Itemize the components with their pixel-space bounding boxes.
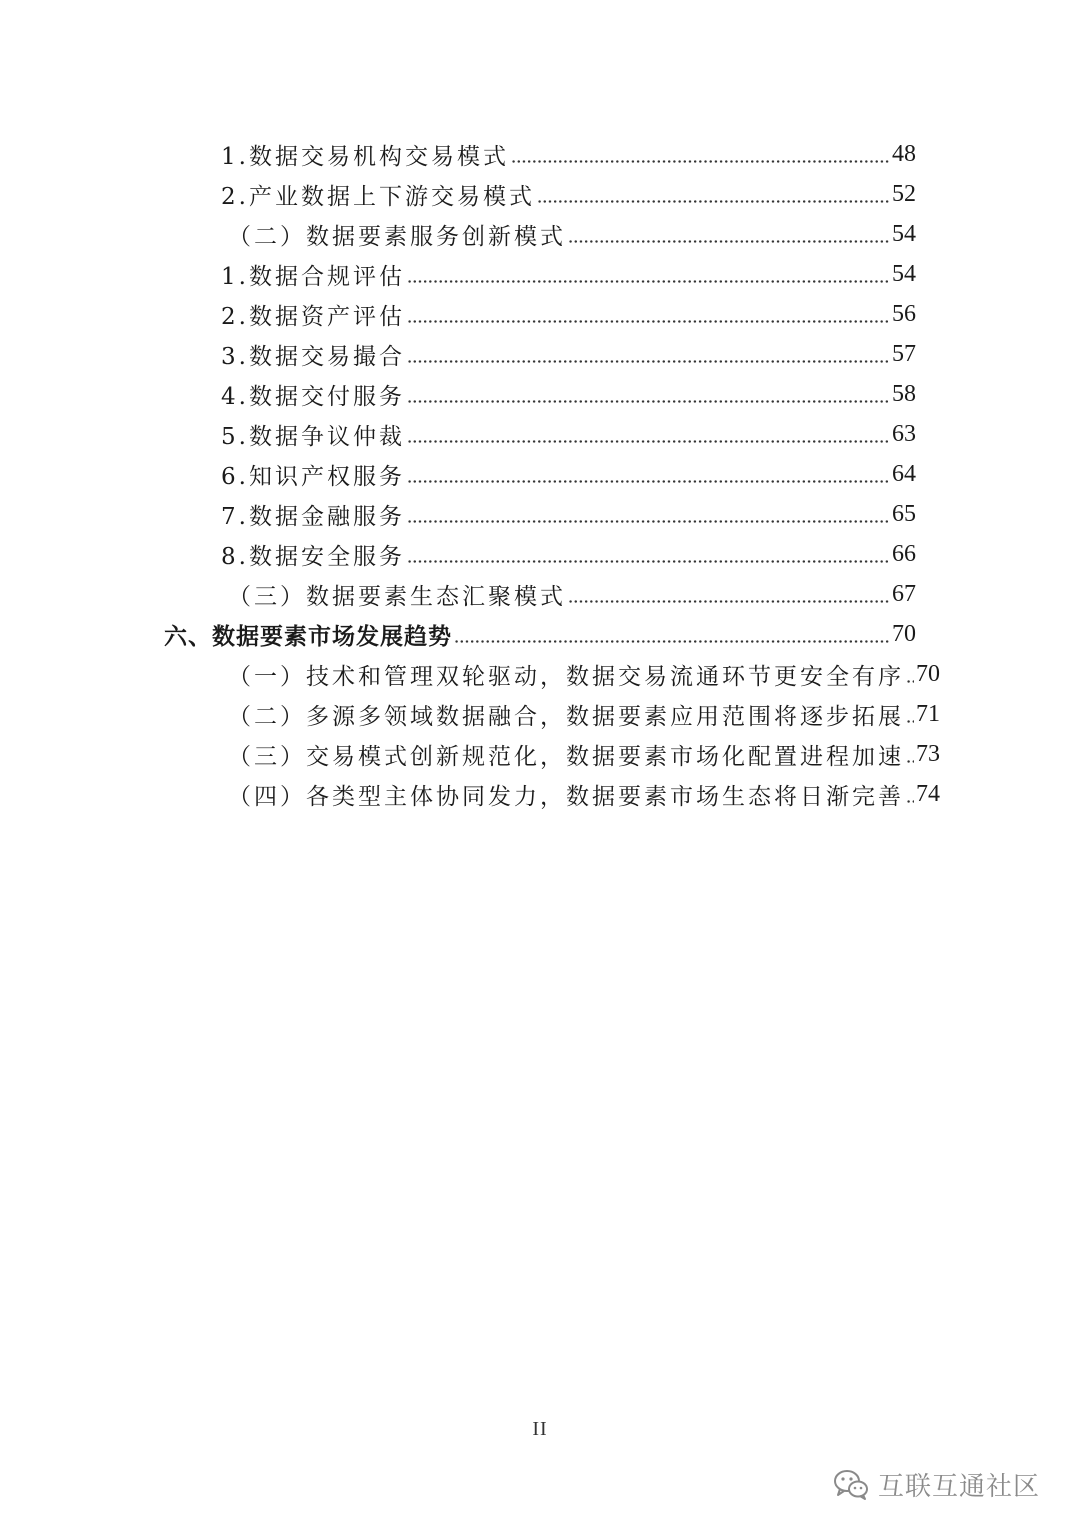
toc-entry-title: （二）多源多领域数据融合，数据要素应用范围将逐步拓展 — [228, 703, 904, 730]
toc-entry-title: （三）交易模式创新规范化，数据要素市场化配置进程加速 — [228, 743, 904, 770]
toc-entry[interactable] — [0, 454, 1080, 494]
toc-entry[interactable] — [0, 534, 1080, 574]
toc-entry-page: 74 — [916, 780, 940, 807]
toc-entry[interactable] — [0, 294, 1080, 334]
toc-entry-page: 71 — [916, 700, 940, 727]
toc-entry[interactable] — [0, 414, 1080, 454]
toc-entry[interactable] — [0, 254, 1080, 294]
toc-entry[interactable] — [0, 774, 1080, 814]
toc-entry-title: 1.数据交易机构交易模式 — [221, 143, 509, 170]
toc-entry[interactable] — [0, 734, 1080, 774]
dot-leader — [906, 760, 914, 763]
toc-entry-page: 65 — [892, 500, 916, 527]
toc-entry-page: 54 — [892, 220, 916, 247]
toc-entry-page: 67 — [892, 580, 916, 607]
toc-entry-title: 7.数据金融服务 — [221, 503, 405, 530]
toc-entry-title: 4.数据交付服务 — [221, 383, 405, 410]
dot-leader — [568, 240, 890, 243]
toc-entry[interactable] — [0, 494, 1080, 534]
toc-entry-title: （一）技术和管理双轮驱动，数据交易流通环节更安全有序 — [228, 663, 904, 690]
toc-entry-page: 57 — [892, 340, 916, 367]
dot-leader — [454, 640, 890, 643]
toc-entry-title: 5.数据争议仲裁 — [221, 423, 405, 450]
dot-leader — [407, 440, 890, 443]
toc-entry[interactable] — [0, 214, 1080, 254]
toc-entry-title: （三）数据要素生态汇聚模式 — [228, 583, 566, 610]
wechat-icon — [832, 1468, 870, 1502]
watermark-text: 互联互通社区 — [877, 1472, 1040, 1502]
toc-entry-page: 73 — [916, 740, 940, 767]
dot-leader — [407, 480, 890, 483]
toc-entry[interactable] — [0, 654, 1080, 694]
dot-leader — [407, 560, 890, 563]
toc-entry[interactable] — [0, 374, 1080, 414]
dot-leader — [568, 600, 890, 603]
toc-entry[interactable] — [0, 134, 1080, 174]
toc-entry-page: 54 — [892, 260, 916, 287]
toc-entry-title: 六、数据要素市场发展趋势 — [164, 623, 452, 650]
table-of-contents — [0, 134, 1080, 814]
toc-entry-title: 2.数据资产评估 — [221, 303, 405, 330]
toc-entry-page: 48 — [892, 140, 916, 167]
dot-leader — [906, 800, 914, 803]
toc-entry-page: 63 — [892, 420, 916, 447]
toc-entry-page: 64 — [892, 460, 916, 487]
toc-entry[interactable] — [0, 614, 1080, 654]
toc-entry[interactable] — [0, 174, 1080, 214]
dot-leader — [537, 200, 890, 203]
watermark — [832, 1466, 1040, 1503]
toc-entry-title: （四）各类型主体协同发力，数据要素市场生态将日渐完善 — [228, 783, 904, 810]
toc-entry-title: 3.数据交易撮合 — [221, 343, 405, 370]
toc-entry-page: 70 — [892, 620, 916, 647]
toc-entry-page: 58 — [892, 380, 916, 407]
toc-entry-title: 1.数据合规评估 — [221, 263, 405, 290]
toc-entry[interactable] — [0, 694, 1080, 734]
toc-entry-page: 56 — [892, 300, 916, 327]
toc-entry-title: 2.产业数据上下游交易模式 — [221, 183, 535, 210]
dot-leader — [511, 160, 890, 163]
page-number: II — [532, 1418, 548, 1440]
toc-entry[interactable] — [0, 574, 1080, 614]
toc-entry-page: 52 — [892, 180, 916, 207]
dot-leader — [906, 720, 914, 723]
toc-entry-title: （二）数据要素服务创新模式 — [228, 223, 566, 250]
toc-entry[interactable] — [0, 334, 1080, 374]
dot-leader — [407, 520, 890, 523]
toc-entry-page: 70 — [916, 660, 940, 687]
toc-entry-title: 6.知识产权服务 — [221, 463, 405, 490]
toc-entry-title: 8.数据安全服务 — [221, 543, 405, 570]
dot-leader — [407, 280, 890, 283]
dot-leader — [906, 680, 914, 683]
dot-leader — [407, 320, 890, 323]
dot-leader — [407, 400, 890, 403]
toc-entry-page: 66 — [892, 540, 916, 567]
dot-leader — [407, 360, 890, 363]
